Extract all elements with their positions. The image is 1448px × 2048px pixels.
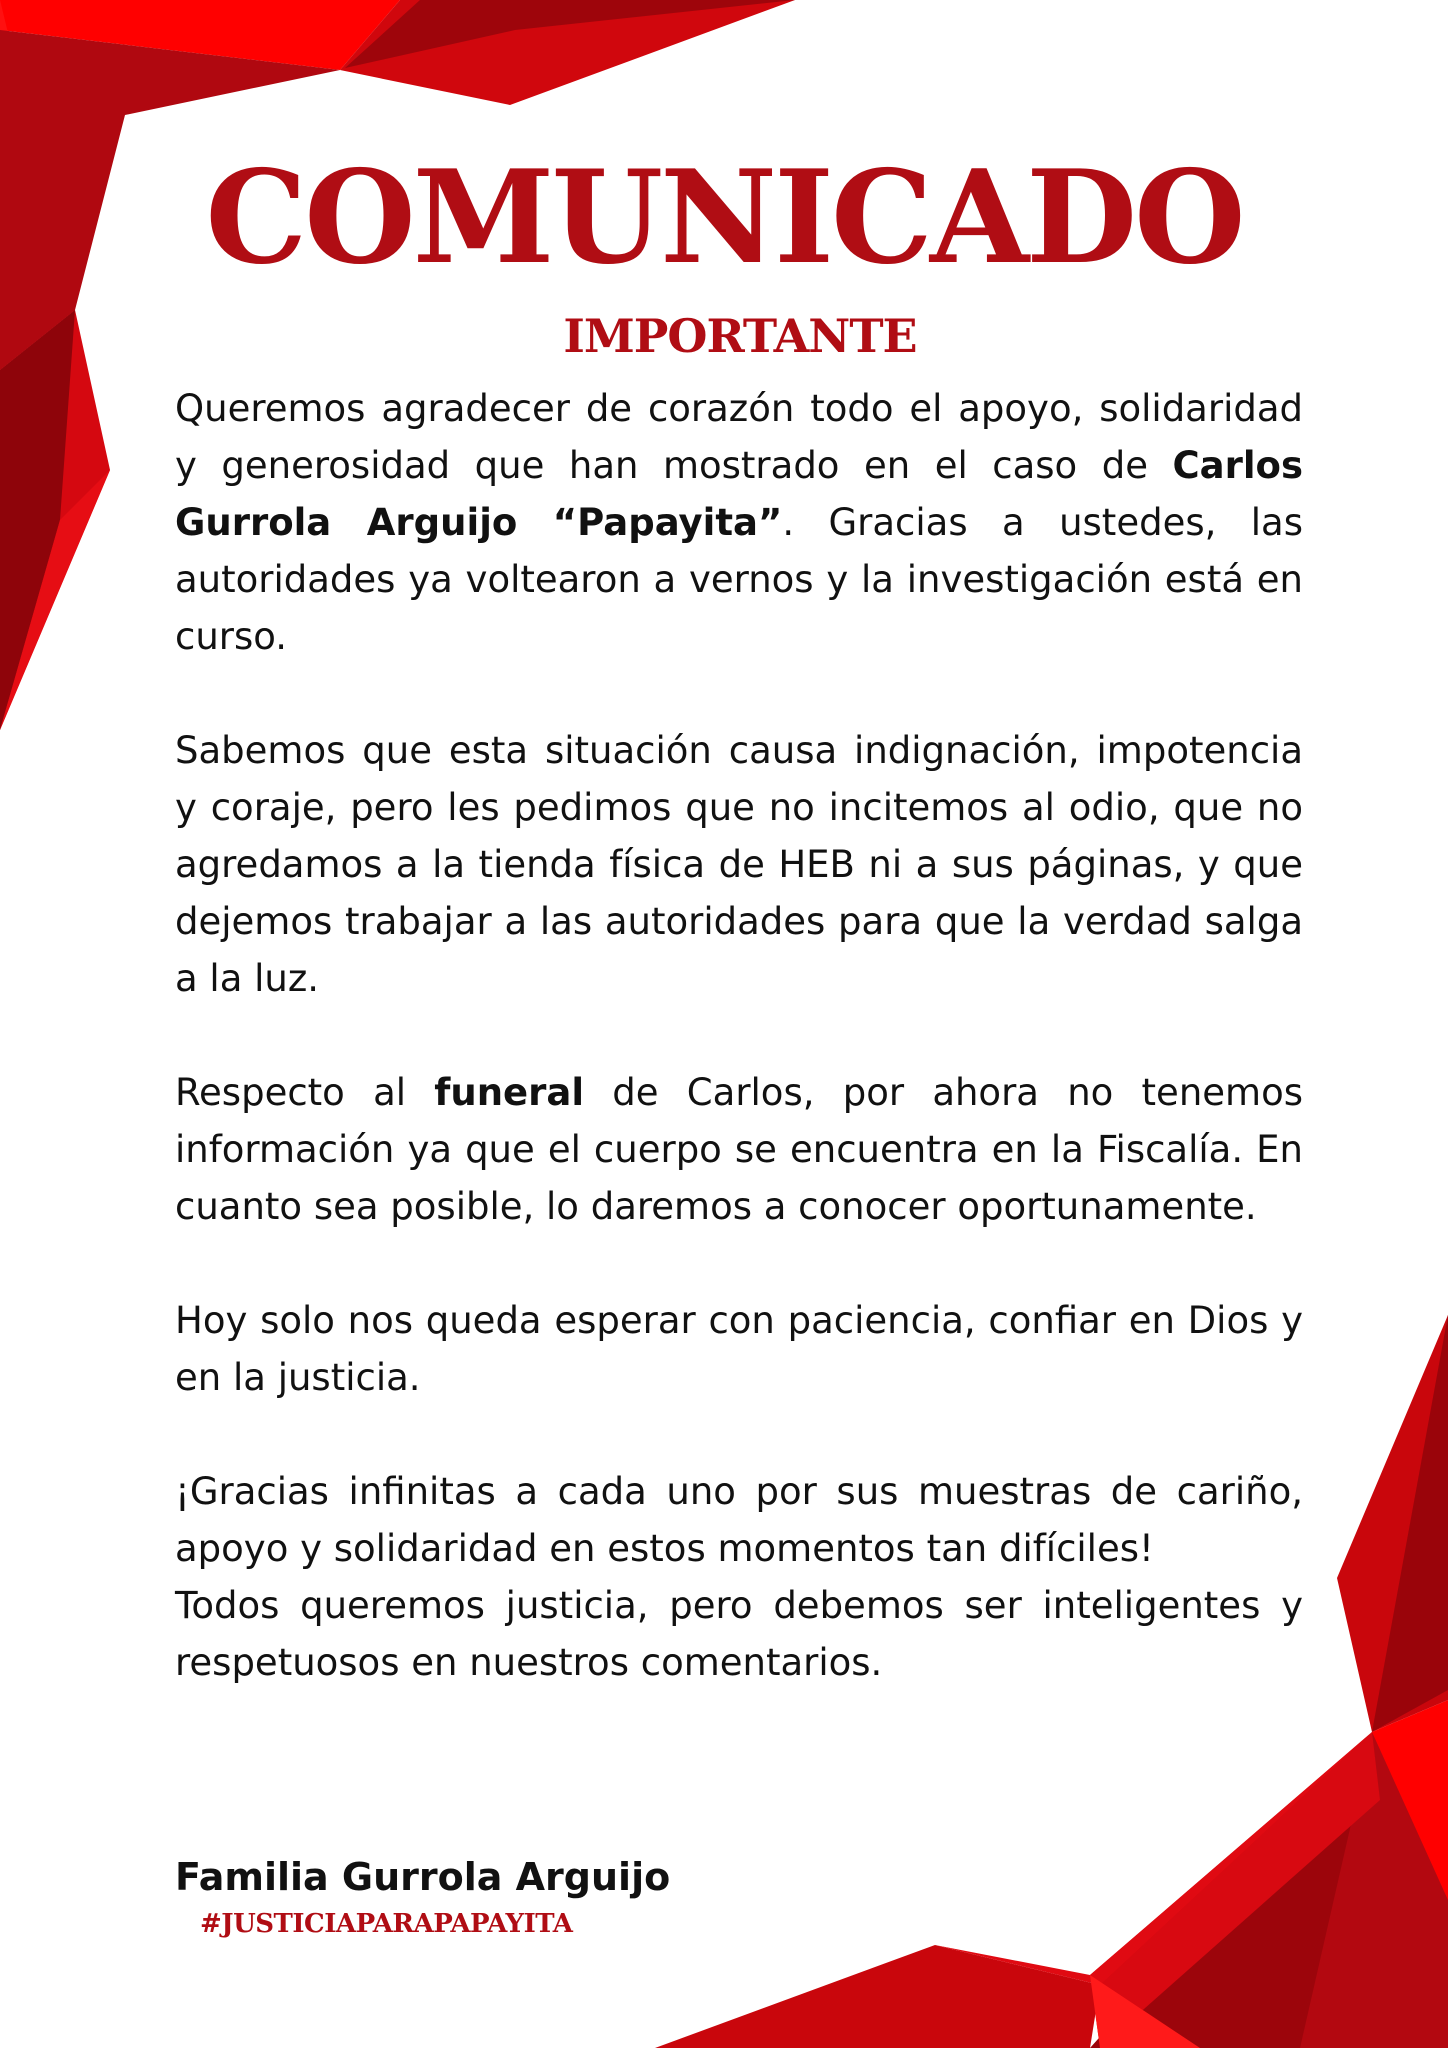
paragraph-patience: Hoy solo nos queda esperar con paciencia, confiar en Dios y en la justicia. bbox=[175, 1299, 1303, 1399]
bold-funeral: funeral bbox=[434, 1071, 585, 1114]
signature: Familia Gurrola Arguijo bbox=[175, 1855, 671, 1899]
paragraph-thanks: ¡Gracias infinitas a cada uno por sus muestras de cariño, apoyo y solidaridad en estos momentos tan difíciles! bbox=[175, 1470, 1303, 1570]
hashtag: #JUSTICIAPARAPAPAYITA bbox=[200, 1909, 573, 1939]
page-title: COMUNICADO bbox=[205, 143, 1243, 293]
paragraph-text: Respecto al bbox=[175, 1071, 435, 1114]
paragraph-gratitude bbox=[175, 380, 1303, 665]
bold-name: Carlos Gurrola Arguijo “Papayita” bbox=[175, 444, 1303, 544]
paragraph-text: . Gracias a ustedes, las autoridades ya voltearon a vernos y la investigación está en curso. bbox=[175, 501, 1303, 658]
paragraph-text: de Carlos, por ahora no tenemos información ya que el cuerpo se encuentra en la Fiscalía. En cuanto sea posible, lo daremos a conocer oportunamente. bbox=[175, 1071, 1303, 1228]
paragraph-justice: Todos queremos justicia, pero debemos ser inteligentes y respetuosos en nuestros comentarios. bbox=[175, 1584, 1303, 1684]
page-subtitle: IMPORTANTE bbox=[563, 309, 917, 363]
paragraph-funeral bbox=[175, 1064, 1303, 1235]
paragraph-text: Queremos agradecer de corazón todo el apoyo, solidaridad y generosidad que han mostrado en el caso de bbox=[175, 387, 1303, 487]
message-body bbox=[175, 380, 1303, 1748]
paragraph-request: Sabemos que esta situación causa indignación, impotencia y coraje, pero les pedimos que no incitemos al odio, que no agredamos a la tienda física de HEB ni a sus páginas, y que dejemos trabajar a las autoridades para que la verdad salga a la luz. bbox=[175, 729, 1303, 1000]
